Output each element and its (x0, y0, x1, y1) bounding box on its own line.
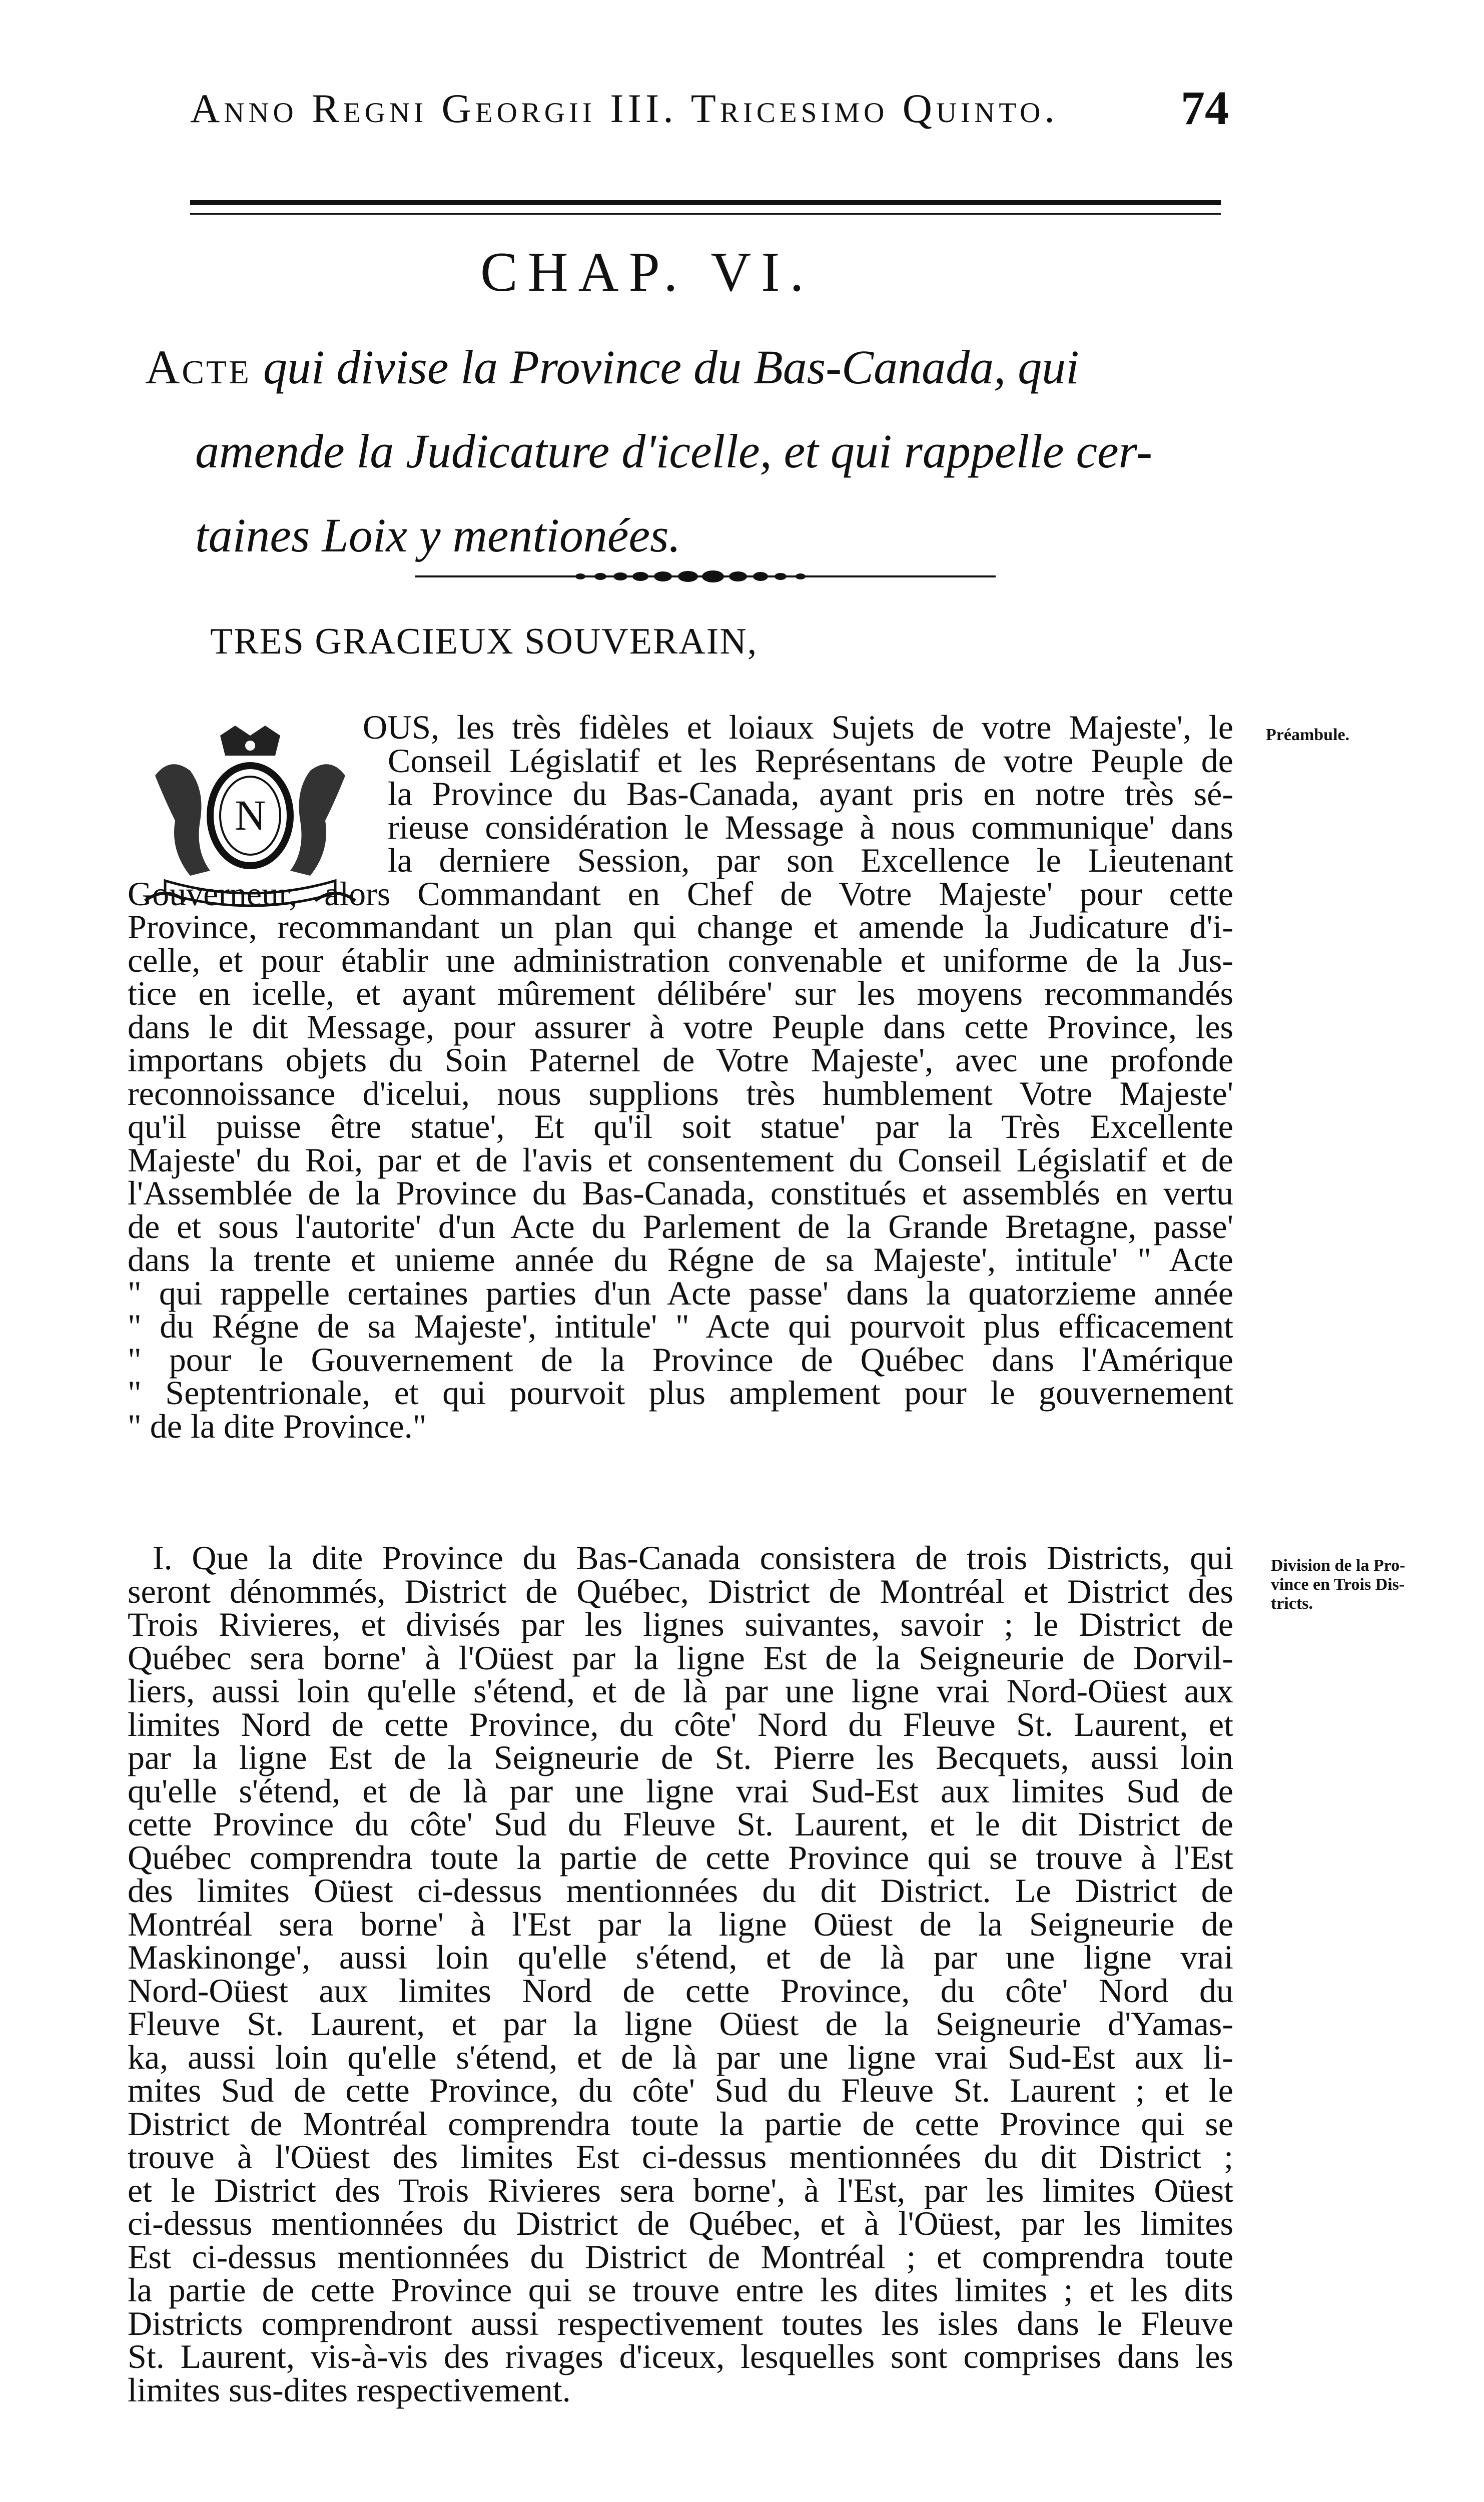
text-line: limites Nord de cette Province, du côte' Nord du Fleuve St. Laurent, et (128, 1705, 1233, 1743)
text-line: dans le dit Message, pour assurer à votre Peuple dans cette Province, les (128, 1007, 1233, 1046)
text-line: liers, aussi loin qu'elle s'étend, et de là par une ligne vrai Nord-Oüest aux (128, 1672, 1233, 1710)
text-line: celle, et pour établir une administration convenable et uniforme de la Jus- (128, 941, 1233, 979)
margin-note-preamble: Préambule. (1266, 726, 1350, 744)
text-line: par la ligne Est de la Seigneurie de St. Pierre les Becquets, aussi loin (128, 1738, 1233, 1776)
text-line: " du Régne de sa Majeste', intitule' " Acte qui pourvoit plus efficacement (128, 1307, 1233, 1345)
text-line: Québec comprendra toute la partie de cette Province qui se trouve à l'Est (128, 1838, 1233, 1876)
act-title-line-2: amende la Judicature d'icelle, et qui rappelle cer- (195, 424, 1153, 478)
text-line: tice en icelle, et ayant mûrement délibére' sur les moyens recommandés (128, 974, 1233, 1012)
text-line: Majeste' du Roi, par et de l'avis et consentement du Conseil Législatif et de (128, 1140, 1233, 1179)
header-rule-thin (190, 213, 1221, 215)
margin-note-line: Division de la Pro- (1271, 1556, 1405, 1575)
text-line: de et sous l'autorite' d'un Acte du Parlement de la Grande Bretagne, passe' (128, 1207, 1233, 1245)
text-line: I. Que la dite Province du Bas-Canada consistera de trois Districts, qui (153, 1539, 1233, 1577)
text-line: " de la dite Province." (128, 1407, 427, 1445)
text-line: la Province du Bas-Canada, ayant pris en notre très sé- (388, 775, 1233, 813)
text-line: Conseil Législatif et les Représentans de votre Peuple de (388, 741, 1233, 780)
text-line: reconnoissance d'icelui, nous supplions très humblement Votre Majeste' (128, 1074, 1233, 1112)
emblem-letter: N (234, 791, 266, 839)
text-line: Maskinonge', aussi loin qu'elle s'étend, et de là par une ligne vrai (128, 1938, 1233, 1976)
text-line: Est ci-dessus mentionnées du District de Montréal ; et comprendra toute (128, 2237, 1233, 2276)
text-line: rieuse considération le Message à nous communique' dans (388, 808, 1233, 846)
running-head: Anno Regni Georgii III. Tricesimo Quinto. (190, 86, 1059, 131)
text-line: " Septentrionale, et qui pourvoit plus amplement pour le gouvernement (128, 1374, 1233, 1412)
text-line: trouve à l'Oüest des limites Est ci-dessus mentionnées du dit District ; (128, 2138, 1233, 2176)
text-line: des limites Oüest ci-dessus mentionnées du dit District. Le District de (128, 1871, 1233, 1910)
text-line: ka, aussi loin qu'elle s'étend, et de là par une ligne vrai Sud-Est aux li- (128, 2038, 1233, 2076)
text-line: Trois Rivieres, et divisés par les lignes suivantes, savoir ; le District de (128, 1605, 1233, 1643)
act-title-line-3: taines Loix y mentionées. (195, 508, 681, 562)
text-line: District de Montréal comprendra toute la partie de cette Province qui se (128, 2104, 1233, 2143)
text-line: cette Province du côte' Sud du Fleuve St. Laurent, et le dit District de (128, 1805, 1233, 1843)
text-line: et le District des Trois Rivieres sera borne', à l'Est, par les limites Oüest (128, 2171, 1233, 2209)
text-line: Districts comprendront aussi respectivement toutes les isles dans le Fleuve (128, 2304, 1233, 2342)
text-line: dans la trente et unieme année du Régne de sa Majeste', intitule' " Acte (128, 1240, 1233, 1279)
text-line: OUS, les très fidèles et loiaux Sujets de votre Majeste', le (363, 708, 1233, 746)
margin-note-line: tricts. (1271, 1594, 1313, 1613)
text-line: ci-dessus mentionnées du District de Québec, et à l'Oüest, par les limites (128, 2204, 1233, 2242)
text-line: Montréal sera borne' à l'Est par la ligne Oüest de la Seigneurie de (128, 1905, 1233, 1943)
text-line: la partie de cette Province qui se trouve entre les dites limites ; et les dits (128, 2271, 1233, 2309)
text-line: Gouverneur, alors Commandant en Chef de Votre Majeste' pour cette (128, 874, 1233, 913)
text-line: St. Laurent, vis-à-vis des rivages d'iceux, lesquelles sont comprises dans les (128, 2337, 1233, 2375)
chapter-title: CHAP. VI. (480, 241, 814, 303)
act-title (145, 325, 1231, 577)
text-line: " qui rappelle certaines parties d'un Acte passe' dans la quatorzieme année (128, 1274, 1233, 1312)
text-line: l'Assemblée de la Province du Bas-Canada, constitués et assemblés en vertu (128, 1174, 1233, 1212)
text-line: qu'il puisse être statue', Et qu'il soit statue' par la Très Excellente (128, 1107, 1233, 1145)
text-line: Fleuve St. Laurent, et par la ligne Oüest de la Seigneurie d'Yamas- (128, 2005, 1233, 2043)
section-one-paragraph (128, 1539, 1233, 2409)
page-number: 74 (1181, 81, 1229, 135)
act-title-text-1: qui divise la Province du Bas-Canada, qui (263, 340, 1079, 394)
margin-note-line: vince en Trois Dis- (1271, 1575, 1405, 1594)
text-line: qu'elle s'étend, et de là par une ligne vrai Sud-Est aux limites Sud de (128, 1771, 1233, 1810)
text-line: importans objets du Soin Paternel de Votre Majeste', avec une profonde (128, 1041, 1233, 1079)
text-line: mites Sud de cette Province, du côte' Sud du Fleuve St. Laurent ; et le (128, 2071, 1233, 2109)
act-lead-word: Acte (145, 340, 251, 394)
salutation: TRES GRACIEUX SOUVERAIN, (210, 621, 758, 662)
margin-note-division (1271, 1556, 1405, 1613)
text-line: Nord-Oüest aux limites Nord de cette Province, du côte' Nord du (128, 1971, 1233, 2010)
act-title-line-1 (145, 325, 1231, 409)
header-rule (190, 200, 1221, 205)
text-line: Province, recommandant un plan qui change et amende la Judicature d'i- (128, 908, 1233, 946)
text-line: la derniere Session, par son Excellence le Lieutenant (388, 841, 1233, 879)
text-line: limites sus-dites respectivement. (128, 2370, 571, 2409)
text-line: seront dénommés, District de Québec, District de Montréal et District des (128, 1572, 1233, 1610)
preamble-paragraph (128, 708, 1233, 1445)
ornamental-rule (415, 570, 996, 582)
text-line: Québec sera borne' à l'Oüest par la ligne Est de la Seigneurie de Dorvil- (128, 1638, 1233, 1677)
text-line: " pour le Gouvernement de la Province de Québec dans l'Amérique (128, 1340, 1233, 1379)
